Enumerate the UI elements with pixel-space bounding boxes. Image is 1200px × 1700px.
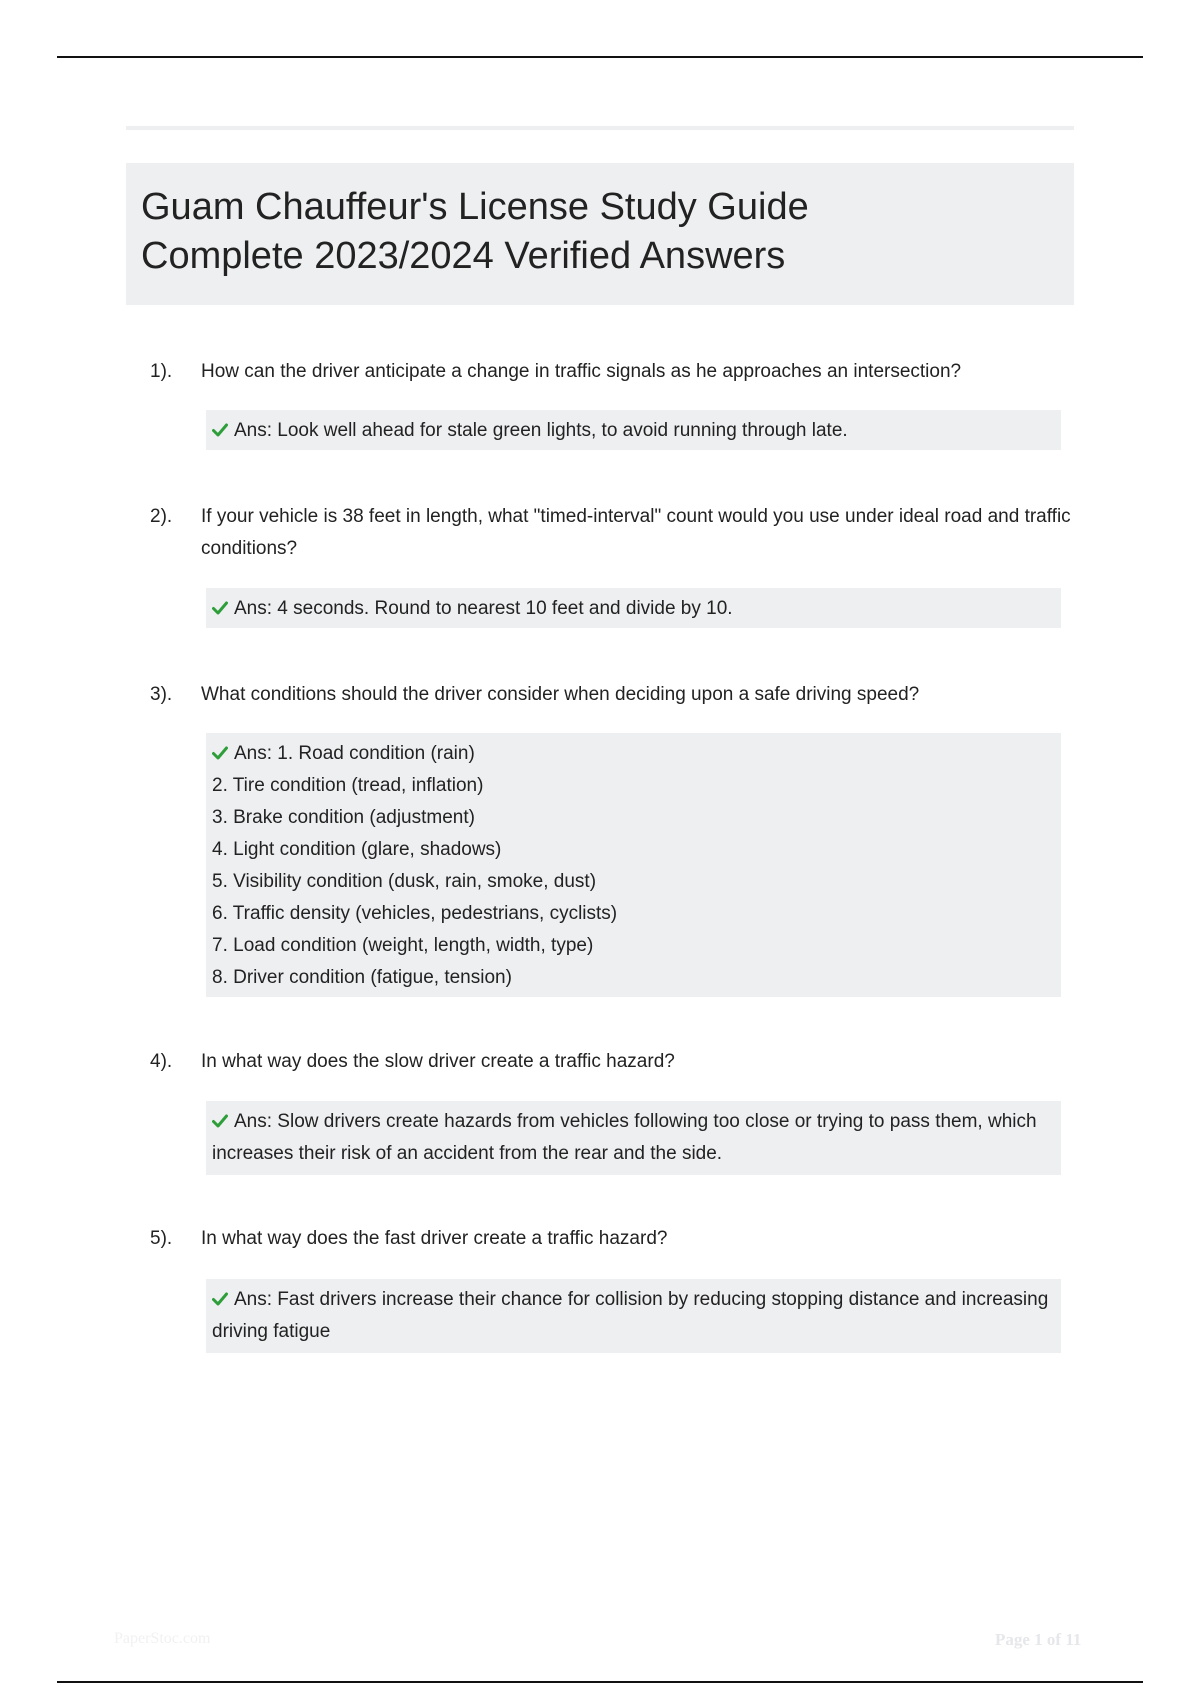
answer-line	[212, 1284, 1055, 1348]
answer-line: 3. Brake condition (adjustment)	[212, 807, 475, 828]
question-text: In what way does the slow driver create a traffic hazard?	[201, 1051, 675, 1072]
answer-text: Ans: 1. Road condition (rain)	[234, 743, 475, 764]
answer-text: Ans: Fast drivers increase their chance for collision by reducing stopping distance and increasing driving fatigue	[212, 1289, 1049, 1342]
question-number: 2).	[150, 506, 173, 527]
question-text: If your vehicle is 38 feet in length, what "timed-interval" count would you use under ideal road and traffic conditions?	[201, 506, 1071, 559]
question-number: 1).	[150, 361, 173, 382]
document-title	[126, 163, 1074, 305]
answer-line: 8. Driver condition (fatigue, tension)	[212, 967, 512, 988]
answer-line: 2. Tire condition (tread, inflation)	[212, 775, 484, 796]
answer-line	[212, 738, 1055, 770]
page-number: Page 1 of 11	[995, 1630, 1082, 1649]
answer-box	[206, 588, 1061, 628]
checkmark-icon	[212, 423, 228, 437]
answer-text: Ans: Look well ahead for stale green lights, to avoid running through late.	[234, 420, 848, 441]
question-text: How can the driver anticipate a change in traffic signals as he approaches an intersection?	[201, 361, 962, 382]
header-divider	[126, 126, 1074, 130]
answer-box	[206, 733, 1061, 997]
bottom-rule	[57, 1681, 1143, 1683]
checkmark-icon	[212, 746, 228, 760]
top-rule	[57, 56, 1143, 58]
answer-line: 7. Load condition (weight, length, width, type)	[212, 935, 594, 956]
answer-line	[212, 415, 1055, 447]
answer-box	[206, 1279, 1061, 1353]
title-line-1: Guam Chauffeur's License Study Guide	[141, 186, 809, 228]
checkmark-icon	[212, 601, 228, 615]
watermark: PaperStoc.com	[114, 1630, 211, 1647]
answer-line: 5. Visibility condition (dusk, rain, smoke, dust)	[212, 871, 597, 892]
question-text: What conditions should the driver consider when deciding upon a safe driving speed?	[201, 684, 920, 705]
answer-box	[206, 1101, 1061, 1175]
checkmark-icon	[212, 1292, 228, 1306]
answer-line: 6. Traffic density (vehicles, pedestrians, cyclists)	[212, 903, 618, 924]
checkmark-icon	[212, 1114, 228, 1128]
question-number: 4).	[150, 1051, 173, 1072]
answer-text: Ans: 4 seconds. Round to nearest 10 feet and divide by 10.	[234, 598, 733, 619]
question-number: 5).	[150, 1228, 173, 1249]
question-number: 3).	[150, 684, 173, 705]
answer-text: Ans: Slow drivers create hazards from vehicles following too close or trying to pass them, which increases their risk of an accident from the rear and the side.	[212, 1111, 1037, 1164]
question-text: In what way does the fast driver create a traffic hazard?	[201, 1228, 668, 1249]
answer-line	[212, 593, 1055, 625]
answer-line: 4. Light condition (glare, shadows)	[212, 839, 502, 860]
answer-box	[206, 410, 1061, 450]
title-line-2: Complete 2023/2024 Verified Answers	[141, 235, 786, 277]
answer-line	[212, 1106, 1055, 1170]
